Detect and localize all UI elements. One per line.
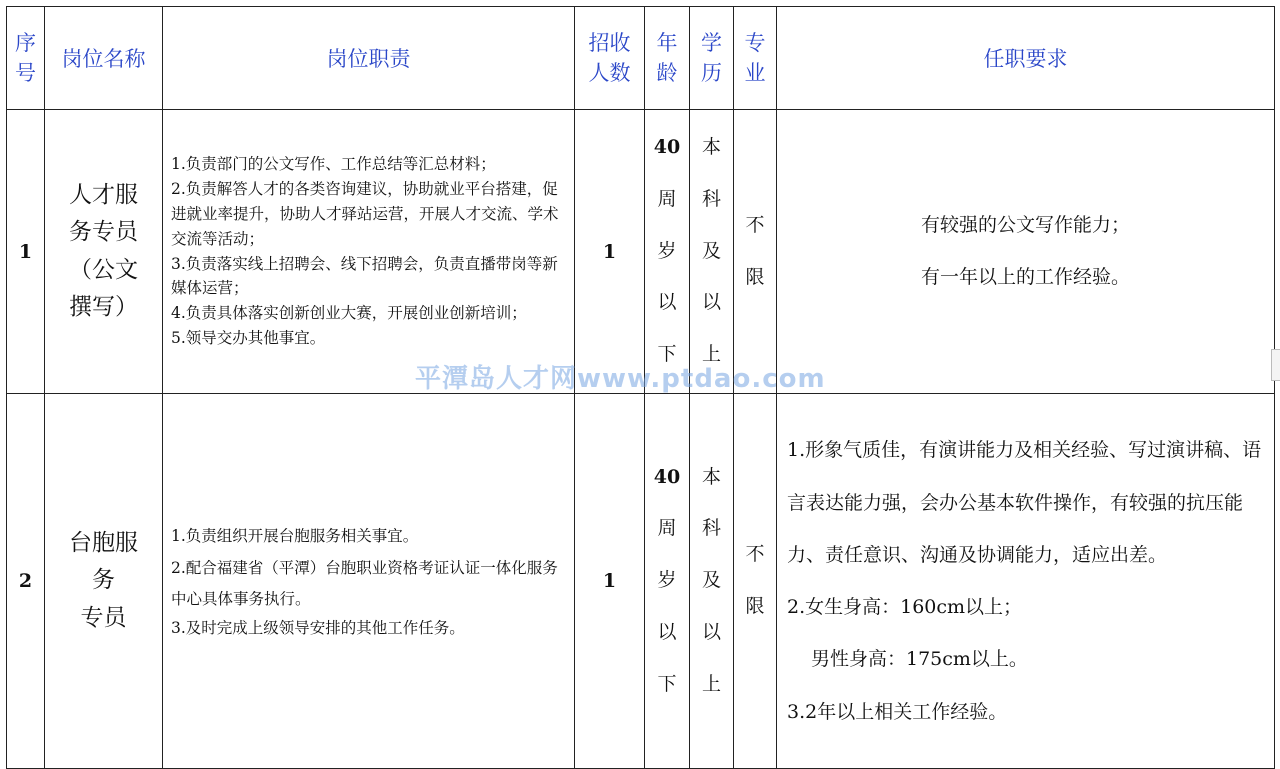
table-row — [7, 110, 1275, 394]
requirement-item: 有较强的公文写作能力； — [920, 214, 1130, 237]
position-name: 台胞服 务 专员 — [45, 394, 163, 769]
duty-item: 2.配合福建省（平潭）台胞职业资格考证认证一体化服务中心具体事务执行。 — [171, 558, 558, 609]
position-name: 人才服 务专员 （公文 撰写） — [45, 110, 163, 394]
header-edu: 学 历 — [690, 7, 734, 110]
row-number: 1 — [7, 110, 45, 394]
row-number: 2 — [7, 394, 45, 769]
requirement-item: 3.2年以上相关工作经验。 — [787, 700, 1008, 723]
table-row — [7, 394, 1275, 769]
duty-item: 1.负责组织开展台胞服务相关事宜。 — [171, 526, 419, 545]
duty-item: 2.负责解答人才的各类咨询建议，协助就业平台搭建，促进就业率提升，协助人才驿站运营，开展人才交流、学术交流等活动； — [171, 180, 559, 248]
header-major: 专 业 — [734, 7, 777, 110]
headcount: 1 — [575, 394, 645, 769]
major: 不 限 — [734, 394, 777, 769]
header-age: 年 龄 — [645, 7, 690, 110]
duties-cell — [163, 110, 575, 394]
education: 本 科 及 以 上 — [690, 110, 734, 394]
requirement-item: 1.形象气质佳，有演讲能力及相关经验、写过演讲稿、语言表达能力强，会办公基本软件操作，有较强的抗压能力、责任意识、沟通及协调能力，适应出差。 — [787, 439, 1262, 566]
requirement-item: 男性身高：175cm以上。 — [811, 648, 1028, 671]
duty-item: 3.负责落实线上招聘会、线下招聘会，负责直播带岗等新媒体运营； — [171, 254, 558, 298]
requirements-cell — [777, 394, 1275, 769]
requirement-item: 2.女生身高：160cm以上； — [787, 596, 1023, 618]
header-position: 岗位名称 — [45, 7, 163, 110]
header-requirements: 任职要求 — [777, 7, 1275, 110]
age-limit: 40 周 岁 以 下 — [645, 394, 690, 769]
age-limit: 40 周 岁 以 下 — [645, 110, 690, 394]
duty-item: 3.及时完成上级领导安排的其他工作任务。 — [171, 619, 465, 638]
header-duties: 岗位职责 — [163, 7, 575, 110]
scroll-handle[interactable] — [1271, 349, 1280, 381]
major: 不 限 — [734, 110, 777, 394]
requirement-item: 有一年以上的工作经验。 — [920, 265, 1130, 288]
headcount: 1 — [575, 110, 645, 394]
education: 本 科 及 以 上 — [690, 394, 734, 769]
header-seq: 序 号 — [7, 7, 45, 110]
duty-item: 4.负责具体落实创新创业大赛，开展创业创新培训； — [171, 304, 527, 323]
duty-item: 1.负责部门的公文写作、工作总结等汇总材料； — [171, 155, 496, 174]
duty-item: 5.领导交办其他事宜。 — [171, 328, 326, 347]
requirements-cell — [777, 110, 1275, 394]
header-row — [7, 7, 1275, 110]
duties-cell — [163, 394, 575, 769]
watermark: 平潭岛人才网www.ptdao.com — [415, 364, 826, 394]
header-count: 招收 人数 — [575, 7, 645, 110]
